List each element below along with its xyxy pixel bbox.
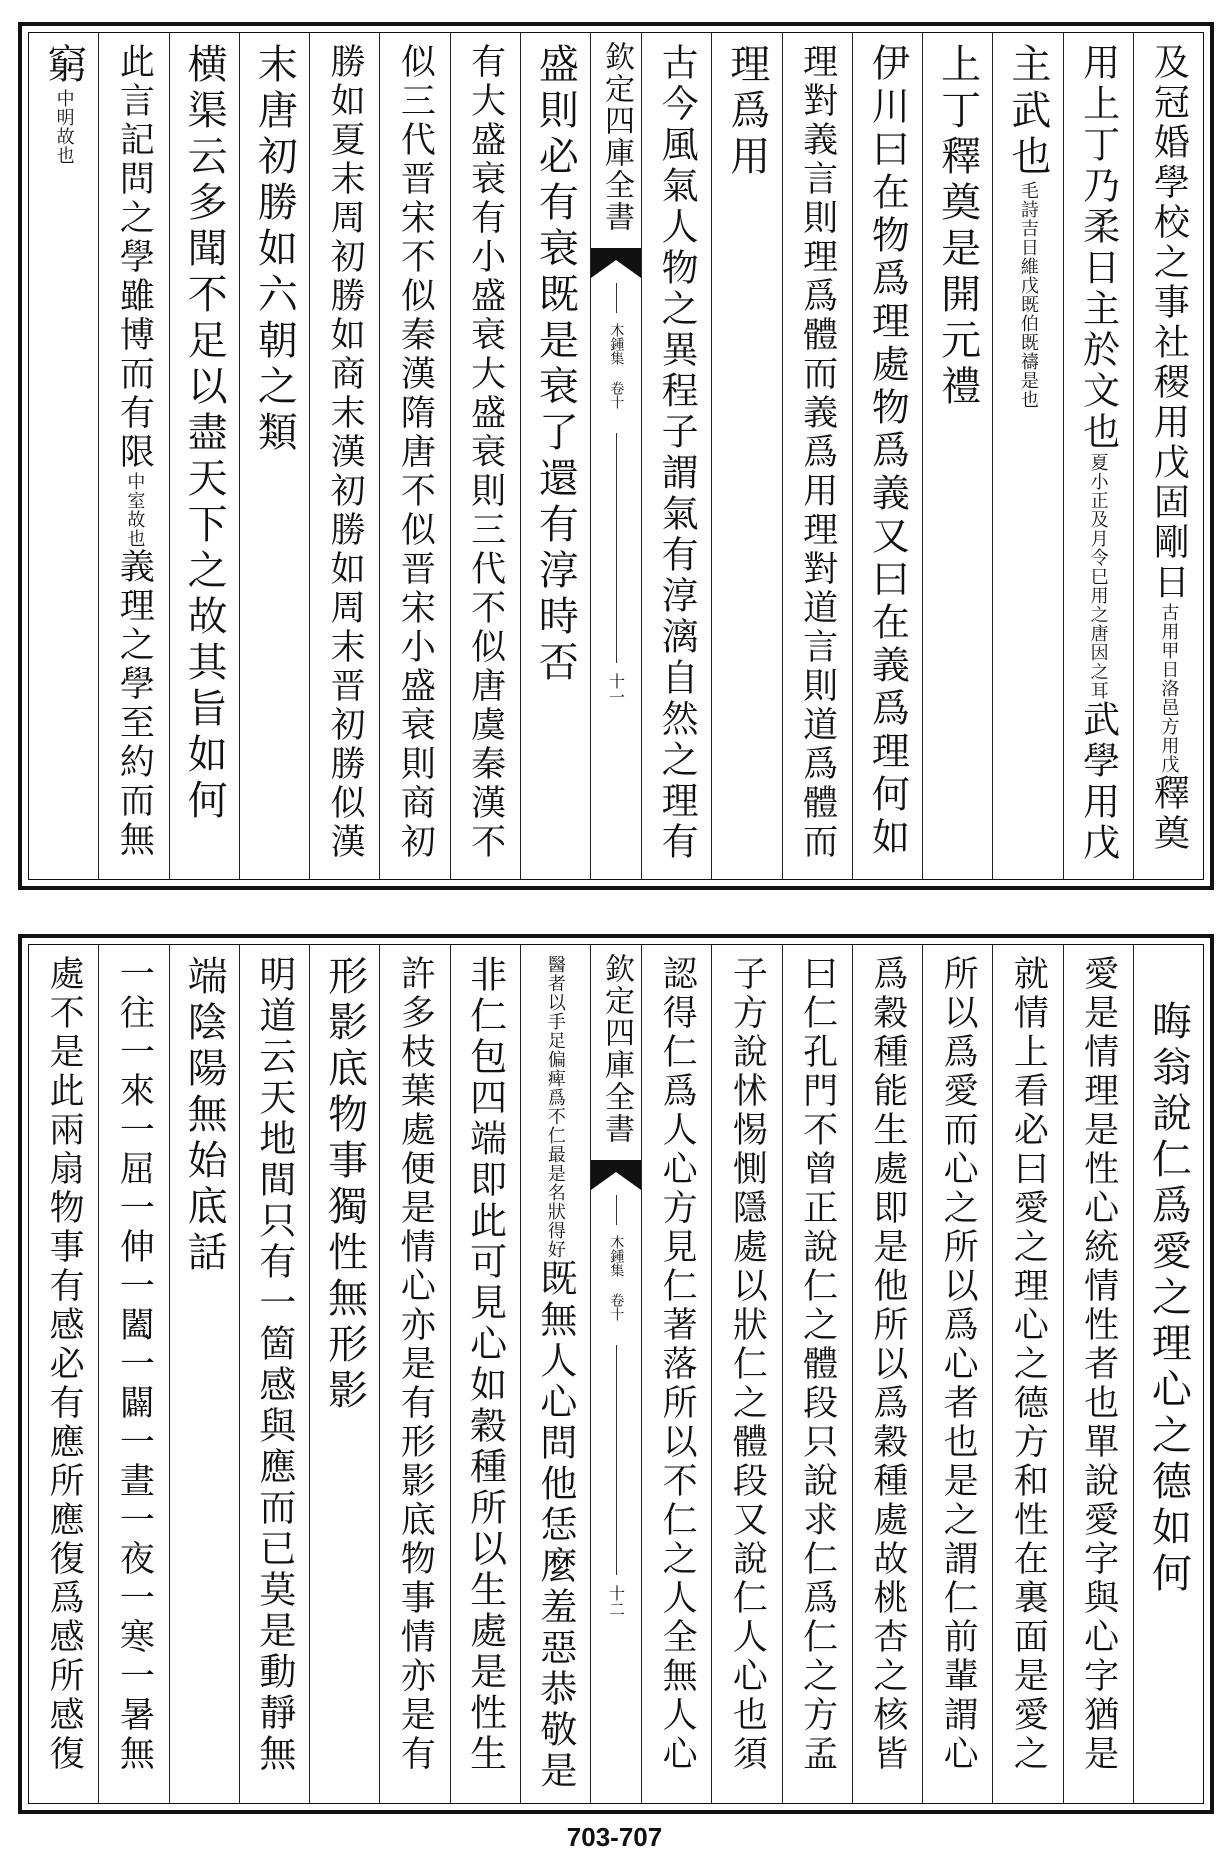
- column-text: 就情上看必曰愛之理心之德方和性在裏面是愛之: [1008, 955, 1049, 1774]
- center-spine: [590, 945, 641, 1803]
- text-column: [309, 33, 379, 879]
- fishtail-mark-icon: [591, 248, 641, 278]
- column-text: 窮: [40, 43, 87, 89]
- text-column: [1133, 945, 1203, 1803]
- text-column: [711, 33, 781, 879]
- text-column: [239, 945, 309, 1803]
- top-page-frame: [28, 32, 1204, 880]
- spine-rule: [616, 1345, 617, 1575]
- column-text: 古今風氣人物之異程子謂氣有淳漓自然之理有: [655, 43, 699, 863]
- bottom-page: [18, 934, 1214, 1814]
- column-text: 有大盛衰有小盛衰大盛衰則三代不似唐虞秦漢不: [465, 43, 506, 862]
- spine-title: 欽定四庫全書: [599, 953, 634, 1145]
- text-column: [309, 945, 379, 1803]
- spine-page-number: 十二: [606, 1585, 626, 1617]
- text-column: [239, 33, 309, 879]
- column-text: 末唐初勝如六朝之類: [251, 43, 298, 457]
- text-column: [379, 33, 449, 879]
- top-page-columns: [29, 33, 1203, 879]
- column-text: 認得仁爲人心方見仁著落所以不仁之人全無人心: [657, 955, 698, 1774]
- column-text: 義理之學至約而無: [114, 548, 155, 860]
- bottom-page-columns: [29, 945, 1203, 1803]
- text-column: [852, 945, 922, 1803]
- text-column: [1063, 33, 1133, 879]
- column-text: 盛則必有衰既是衰了還有淳時否: [532, 43, 579, 687]
- column-text: 既無人心問他恁麼羞惡恭敬是: [533, 1259, 577, 1792]
- text-column: [711, 945, 781, 1803]
- text-column: [520, 33, 590, 879]
- fishtail-mark-icon: [591, 1160, 641, 1190]
- column-text: 非仁包四端即此可見: [463, 955, 507, 1324]
- spine-rule: [616, 283, 617, 313]
- column-text: 似三代晋宋不似秦漢隋唐不似晋宋小盛衰則商初: [395, 43, 436, 862]
- spine-rule: [616, 433, 617, 663]
- column-text: 所以爲愛而心之所以爲心者也是之謂仁前輩謂心: [938, 955, 979, 1774]
- column-text: 理對義言則理爲體而義爲用理對道言則道爲體而: [797, 43, 838, 862]
- annotation-note: 夏小正及月令巳用之唐因之耳: [1087, 453, 1109, 700]
- text-column: [98, 945, 168, 1803]
- column-text: 理爲用: [723, 43, 770, 181]
- column-text: 用上丁乃柔日主於文也: [1076, 43, 1120, 453]
- column-text: 端陰陽無始底話: [181, 955, 228, 1277]
- top-page: [18, 22, 1214, 890]
- text-column: [782, 33, 852, 879]
- text-column: [922, 33, 992, 879]
- column-text: 形影底物事獨性無形影: [321, 955, 368, 1415]
- column-text: 及冠婚學校之事社稷用戊固剛日: [1148, 43, 1190, 603]
- column-text: 伊川曰在物爲理處物爲義又曰在義爲理何如: [865, 43, 910, 860]
- column-text: 愛是情理是性心統情性者也單說愛字與心字猶是: [1078, 955, 1119, 1774]
- text-column: [29, 945, 98, 1803]
- column-text: 子方說怵惕惻隱處以狀仁之體段又說仁人心也須: [727, 955, 768, 1774]
- column-text: 主武也: [1004, 43, 1051, 181]
- column-text: 明道云天地間只有一箇感與應而已莫是動靜無: [252, 955, 296, 1775]
- column-text: 勝如夏末周初勝如商末漢初勝如周末晋初勝似漢: [325, 43, 366, 862]
- spine-rule: [616, 1195, 617, 1225]
- annotation-note: 中明故也: [53, 89, 75, 165]
- bottom-page-frame: [28, 944, 1204, 1804]
- text-column: [98, 33, 168, 879]
- column-text: 處不是此兩扇物事有感必有應所應復爲感所感復: [44, 955, 85, 1774]
- column-text: 爲穀種能生處即是他所以爲穀種處故桃杏之核皆: [867, 955, 908, 1774]
- spine-volume: 木鍾集 卷十: [608, 1235, 625, 1321]
- column-text: 釋奠: [1148, 774, 1190, 854]
- column-text: 此言記問之學雖博而有限: [114, 43, 155, 472]
- text-column: [782, 945, 852, 1803]
- column-text: 一往一來一屈一伸一闔一闢一晝一夜一寒一暑無: [114, 955, 155, 1774]
- text-column: [379, 945, 449, 1803]
- text-column: [169, 945, 239, 1803]
- column-text: 晦翁說仁爲愛之理心之德如何: [1145, 1000, 1192, 1598]
- column-text: 上丁釋奠是開元禮: [934, 43, 981, 411]
- text-column: [992, 945, 1062, 1803]
- text-column: [641, 33, 711, 879]
- text-column: [520, 945, 590, 1803]
- text-column: [169, 33, 239, 879]
- text-column: [852, 33, 922, 879]
- text-column: [992, 33, 1062, 879]
- text-column: [641, 945, 711, 1803]
- page-footer-number: 703-707: [566, 1822, 663, 1852]
- spine-volume: 木鍾集 卷十: [608, 323, 625, 409]
- annotation-note: 醫者以手足偏痺爲不仁最是名狀得好: [544, 955, 566, 1259]
- column-text: 曰仁孔門不曾正說仁之體段只說求仁爲仁之方孟: [797, 955, 838, 1774]
- text-column: [1133, 33, 1203, 879]
- text-column: [1063, 945, 1133, 1803]
- annotation-note: 中室故也: [124, 472, 146, 548]
- spine-page-number: 十一: [606, 673, 626, 705]
- spine-title: 欽定四庫全書: [599, 41, 634, 233]
- column-text: 横渠云多聞不足以盡天下之故其旨如何: [181, 43, 228, 825]
- annotation-note: 毛詩吉日維戊既伯既禱是也: [1017, 181, 1039, 409]
- annotation-note: 古用甲日洛邑方用戊: [1158, 603, 1180, 774]
- column-text: 武學用戊: [1076, 700, 1120, 864]
- column-text: 心如穀種所以生處是性生: [463, 1324, 507, 1775]
- text-column: [29, 33, 98, 879]
- text-column: [922, 945, 992, 1803]
- center-spine: [590, 33, 641, 879]
- column-text: 許多枝葉處便是情心亦是有形影底物事情亦是有: [395, 955, 436, 1774]
- text-column: [450, 33, 520, 879]
- text-column: [450, 945, 520, 1803]
